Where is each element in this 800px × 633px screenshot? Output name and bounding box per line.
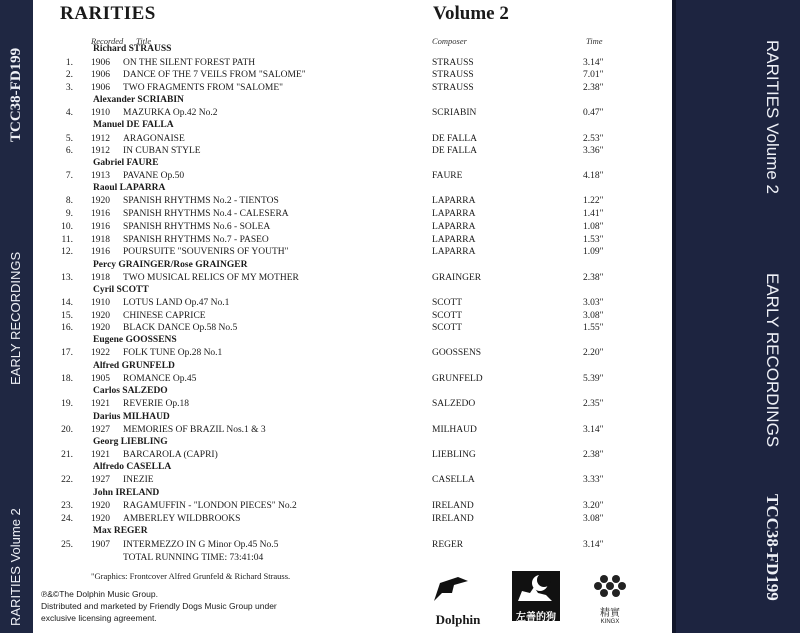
dolphin-icon <box>428 575 488 605</box>
track-year: 1913 <box>91 171 110 181</box>
track-time: 3.14" <box>583 58 604 68</box>
track-time: 1.08" <box>583 222 604 232</box>
col-time: Time <box>586 36 603 46</box>
album-volume: Volume 2 <box>433 3 509 24</box>
track-time: 1.55" <box>583 323 604 333</box>
track-row <box>33 83 672 95</box>
track-number: 17. <box>61 348 73 358</box>
track-year: 1910 <box>91 298 110 308</box>
track-number: 16. <box>61 323 73 333</box>
track-row <box>33 209 672 221</box>
spine-album-left: RARITIES Volume 2 <box>8 508 23 626</box>
track-composer: CASELLA <box>432 475 475 485</box>
spine-catalog-right: TCC38-FD199 <box>763 494 782 601</box>
track-title: MEMORIES OF BRAZIL Nos.1 & 3 <box>123 425 266 435</box>
track-row <box>33 514 672 526</box>
legal-line: Distributed and marketed by Friendly Dogs Music Group under <box>41 601 277 611</box>
track-year: 1920 <box>91 514 110 524</box>
track-title: IN CUBAN STYLE <box>123 146 201 156</box>
composer-heading: Richard STRAUSS <box>93 44 172 54</box>
track-title: TWO MUSICAL RELICS OF MY MOTHER <box>123 273 299 283</box>
track-year: 1921 <box>91 450 110 460</box>
right-spine <box>672 0 800 633</box>
track-number: 11. <box>61 235 73 245</box>
track-composer: LAPARRA <box>432 222 476 232</box>
track-row <box>33 311 672 323</box>
track-number: 13. <box>61 273 73 283</box>
track-composer: LAPARRA <box>432 235 476 245</box>
track-row <box>33 348 672 360</box>
track-year: 1916 <box>91 222 110 232</box>
graphics-credits: "Graphics: Frontcover Alfred Grunfeld & Richard Strauss. <box>91 571 291 581</box>
track-row <box>33 323 672 335</box>
track-composer: IRELAND <box>432 514 474 524</box>
track-title: BLACK DANCE Op.58 No.5 <box>123 323 238 333</box>
track-time: 2.38" <box>583 83 604 93</box>
track-time: 2.38" <box>583 450 604 460</box>
total-running-time: TOTAL RUNNING TIME: 73:41:04 <box>123 553 264 563</box>
track-year: 1906 <box>91 58 110 68</box>
track-composer: DE FALLA <box>432 146 477 156</box>
track-year: 1920 <box>91 501 110 511</box>
track-composer: SCOTT <box>432 311 463 321</box>
track-year: 1918 <box>91 235 110 245</box>
track-time: 2.53" <box>583 134 604 144</box>
track-title: REVERIE Op.18 <box>123 399 189 409</box>
track-number: 2. <box>65 70 73 80</box>
track-composer: STRAUSS <box>432 83 474 93</box>
track-time: 3.36" <box>583 146 604 156</box>
track-title: PAVANE Op.50 <box>123 171 185 181</box>
track-number: 24. <box>61 514 73 524</box>
composer-heading: Gabriel FAURE <box>93 158 159 168</box>
spine-strip <box>672 0 676 633</box>
track-composer: GRAINGER <box>432 273 482 283</box>
track-number: 25. <box>61 540 73 550</box>
track-year: 1910 <box>91 108 110 118</box>
track-title: CHINESE CAPRICE <box>123 311 206 321</box>
track-time: 3.08" <box>583 311 604 321</box>
track-row <box>33 146 672 158</box>
track-title: INEZIE <box>123 475 154 485</box>
track-row <box>33 70 672 82</box>
track-title: SPANISH RHYTHMS No.7 - PASEO <box>123 235 269 245</box>
track-year: 1906 <box>91 70 110 80</box>
col-composer: Composer <box>432 36 467 46</box>
track-row <box>33 374 672 386</box>
composer-heading: John IRELAND <box>93 488 160 498</box>
track-year: 1916 <box>91 209 110 219</box>
track-number: 7. <box>65 171 73 181</box>
track-title: SPANISH RHYTHMS No.4 - CALESERA <box>123 209 289 219</box>
track-composer: STRAUSS <box>432 58 474 68</box>
track-year: 1916 <box>91 247 110 257</box>
track-composer: LAPARRA <box>432 247 476 257</box>
track-title: MAZURKA Op.42 No.2 <box>123 108 218 118</box>
track-title: POURSUITE "SOUVENIRS OF YOUTH" <box>123 247 289 257</box>
track-composer: DE FALLA <box>432 134 477 144</box>
track-row <box>33 58 672 70</box>
track-number: 23. <box>61 501 73 511</box>
track-year: 1927 <box>91 425 110 435</box>
track-time: 2.35" <box>583 399 604 409</box>
spine-catalog-left: TCC38-FD199 <box>8 47 24 142</box>
track-title: ON THE SILENT FOREST PATH <box>123 58 256 68</box>
track-year: 1920 <box>91 196 110 206</box>
track-composer: LIEBLING <box>432 450 476 460</box>
track-row <box>33 298 672 310</box>
track-time: 3.14" <box>583 425 604 435</box>
track-year: 1921 <box>91 399 110 409</box>
track-title: LOTUS LAND Op.47 No.1 <box>123 298 230 308</box>
track-number: 20. <box>61 425 73 435</box>
composer-heading: Percy GRAINGER/Rose GRAINGER <box>93 260 248 270</box>
composer-heading: Alfred GRUNFELD <box>93 361 175 371</box>
track-time: 2.38" <box>583 273 604 283</box>
composer-heading: Manuel DE FALLA <box>93 120 174 130</box>
kingx-text: KINGX <box>600 619 620 625</box>
album-title: RARITIES <box>60 3 156 24</box>
track-time: 3.14" <box>583 540 604 550</box>
col-title: Title <box>136 36 152 46</box>
dog-logo-text: 左善的狗 <box>516 612 556 623</box>
composer-heading: Eugene GOOSSENS <box>93 335 177 345</box>
track-title: SPANISH RHYTHMS No.2 - TIENTOS <box>123 196 279 206</box>
track-row <box>33 247 672 259</box>
track-time: 4.18" <box>583 171 604 181</box>
track-row <box>33 501 672 513</box>
track-composer: FAURE <box>432 171 463 181</box>
track-time: 7.01" <box>583 70 604 80</box>
track-number: 15. <box>61 311 73 321</box>
track-row <box>33 450 672 462</box>
track-year: 1907 <box>91 540 110 550</box>
track-number: 22. <box>61 475 73 485</box>
track-time: 5.39" <box>583 374 604 384</box>
track-number: 21. <box>61 450 73 460</box>
track-number: 9. <box>65 209 73 219</box>
track-year: 1906 <box>91 83 110 93</box>
composer-heading: Georg LIEBLING <box>93 437 168 447</box>
left-spine <box>0 0 33 633</box>
dog-moon-icon <box>512 571 560 603</box>
track-number: 5. <box>65 134 73 144</box>
track-time: 3.20" <box>583 501 604 511</box>
track-time: 1.53" <box>583 235 604 245</box>
track-year: 1905 <box>91 374 110 384</box>
friendly-dogs-logo <box>512 571 560 621</box>
track-number: 4. <box>65 108 73 118</box>
track-composer: SCOTT <box>432 323 463 333</box>
track-row <box>33 540 672 552</box>
track-number: 3. <box>65 83 73 93</box>
track-year: 1918 <box>91 273 110 283</box>
composer-heading: Max REGER <box>93 526 148 536</box>
track-year: 1920 <box>91 323 110 333</box>
track-title: ROMANCE Op.45 <box>123 374 197 384</box>
track-year: 1920 <box>91 311 110 321</box>
track-year: 1922 <box>91 348 110 358</box>
track-time: 3.08" <box>583 514 604 524</box>
track-row <box>33 235 672 247</box>
track-title: BARCAROLA (CAPRI) <box>123 450 218 460</box>
track-number: 18. <box>61 374 73 384</box>
track-row <box>33 222 672 234</box>
track-composer: SALZEDO <box>432 399 476 409</box>
track-time: 3.03" <box>583 298 604 308</box>
track-row <box>33 134 672 146</box>
kingx-cn-text: 精實 <box>600 608 620 619</box>
track-number: 19. <box>61 399 73 409</box>
tracklist-panel <box>33 0 672 633</box>
track-year: 1912 <box>91 134 110 144</box>
track-number: 6. <box>65 146 73 156</box>
track-row <box>33 475 672 487</box>
track-year: 1912 <box>91 146 110 156</box>
track-number: 12. <box>61 247 73 257</box>
track-time: 2.20" <box>583 348 604 358</box>
spine-album-right: RARITIES Volume 2 <box>763 40 782 195</box>
composer-heading: Cyril SCOTT <box>93 285 149 295</box>
track-row <box>33 273 672 285</box>
track-composer: LAPARRA <box>432 196 476 206</box>
track-title: AMBERLEY WILDBROOKS <box>123 514 241 524</box>
composer-heading: Carlos SALZEDO <box>93 386 168 396</box>
legal-notice <box>41 588 277 624</box>
track-title: DANCE OF THE 7 VEILS FROM "SALOME" <box>123 70 306 80</box>
dolphin-logo <box>428 575 488 627</box>
track-time: 3.33" <box>583 475 604 485</box>
kingx-icon <box>592 573 628 599</box>
track-composer: SCRIABIN <box>432 108 477 118</box>
col-recorded: Recorded <box>91 36 124 46</box>
composer-heading: Darius MILHAUD <box>93 412 170 422</box>
track-number: 1. <box>65 58 73 68</box>
composer-heading: Alfredo CASELLA <box>93 462 172 472</box>
track-title: FOLK TUNE Op.28 No.1 <box>123 348 223 358</box>
track-composer: GRUNFELD <box>432 374 483 384</box>
track-title: TWO FRAGMENTS FROM "SALOME" <box>123 83 284 93</box>
track-time: 1.22" <box>583 196 604 206</box>
track-number: 14. <box>61 298 73 308</box>
kingx-logo <box>592 573 628 623</box>
track-title: ARAGONAISE <box>123 134 185 144</box>
track-title: INTERMEZZO IN G Minor Op.45 No.5 <box>123 540 279 550</box>
track-composer: REGER <box>432 540 464 550</box>
legal-line: ℗&©The Dolphin Music Group. <box>41 589 158 599</box>
track-title: RAGAMUFFIN - "LONDON PIECES" No.2 <box>123 501 297 511</box>
track-composer: LAPARRA <box>432 209 476 219</box>
track-number: 8. <box>65 196 73 206</box>
track-number: 10. <box>61 222 73 232</box>
track-composer: STRAUSS <box>432 70 474 80</box>
track-composer: SCOTT <box>432 298 463 308</box>
composer-heading: Raoul LAPARRA <box>93 183 166 193</box>
track-time: 1.09" <box>583 247 604 257</box>
track-row <box>33 171 672 183</box>
track-title: SPANISH RHYTHMS No.6 - SOLEA <box>123 222 271 232</box>
track-row <box>33 196 672 208</box>
track-row <box>33 108 672 120</box>
legal-line: exclusive licensing agreement. <box>41 613 157 623</box>
track-composer: IRELAND <box>432 501 474 511</box>
dolphin-logo-text: Dolphin <box>435 612 481 627</box>
track-year: 1927 <box>91 475 110 485</box>
track-composer: GOOSSENS <box>432 348 482 358</box>
composer-heading: Alexander SCRIABIN <box>93 95 184 105</box>
track-time: 1.41" <box>583 209 604 219</box>
track-time: 0.47" <box>583 108 604 118</box>
track-row <box>33 425 672 437</box>
spine-series-left: EARLY RECORDINGS <box>8 251 23 385</box>
track-composer: MILHAUD <box>432 425 477 435</box>
track-row <box>33 399 672 411</box>
spine-series-right: EARLY RECORDINGS <box>763 273 782 448</box>
